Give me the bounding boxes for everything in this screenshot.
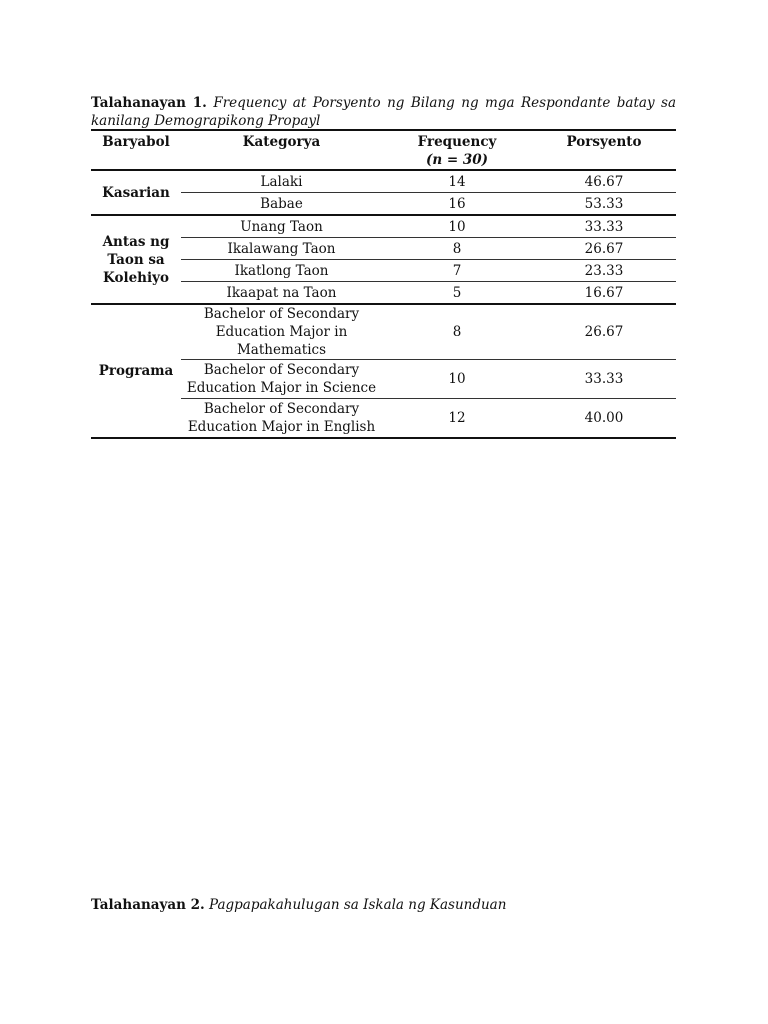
variable-cell-sex: Kasarian <box>91 170 181 215</box>
frequency-cell: 14 <box>382 170 532 193</box>
header-frequency <box>382 130 532 170</box>
category-cell: Bachelor of Secondary Education Major in English <box>181 399 382 439</box>
frequency-cell: 8 <box>382 238 532 260</box>
header-variable: Baryabol <box>91 130 181 170</box>
table1-caption-title: Frequency at Porsyento ng Bilang ng mga Respondante batay sa kanilang Demograpikong Propayl <box>91 95 676 129</box>
table-row <box>91 304 676 360</box>
variable-cell-program: Programa <box>91 304 181 438</box>
header-frequency-sub: (n = 30) <box>425 152 489 168</box>
table-row <box>91 215 676 238</box>
category-cell: Ikatlong Taon <box>181 260 382 282</box>
table2-caption-title: Pagpapakahulugan sa Iskala ng Kasunduan <box>209 897 507 913</box>
variable-cell-year-level: Antas ng Taon sa Kolehiyo <box>91 215 181 304</box>
frequency-cell: 8 <box>382 304 532 360</box>
category-cell: Bachelor of Secondary Education Major in Science <box>181 360 382 399</box>
table2-caption-label: Talahanayan 2. <box>91 897 205 913</box>
frequency-cell: 10 <box>382 215 532 238</box>
frequency-cell: 10 <box>382 360 532 399</box>
percent-cell: 33.33 <box>532 215 676 238</box>
category-cell: Ikalawang Taon <box>181 238 382 260</box>
table1-caption <box>91 94 676 130</box>
category-cell: Ikaapat na Taon <box>181 282 382 305</box>
frequency-cell: 7 <box>382 260 532 282</box>
table1-caption-label: Talahanayan 1. <box>91 95 207 111</box>
percent-cell: 46.67 <box>532 170 676 193</box>
header-category: Kategorya <box>181 130 382 170</box>
frequency-cell: 12 <box>382 399 532 439</box>
percent-cell: 16.67 <box>532 282 676 305</box>
header-frequency-label: Frequency <box>417 134 497 150</box>
percent-cell: 26.67 <box>532 304 676 360</box>
table-row <box>91 170 676 193</box>
percent-cell: 23.33 <box>532 260 676 282</box>
demographic-table <box>91 129 676 439</box>
percent-cell: 53.33 <box>532 193 676 216</box>
percent-cell: 40.00 <box>532 399 676 439</box>
percent-cell: 33.33 <box>532 360 676 399</box>
table2-caption <box>91 896 676 914</box>
category-cell: Babae <box>181 193 382 216</box>
table-header-row <box>91 130 676 170</box>
frequency-cell: 16 <box>382 193 532 216</box>
frequency-cell: 5 <box>382 282 532 305</box>
header-percent: Porsyento <box>532 130 676 170</box>
category-cell: Lalaki <box>181 170 382 193</box>
category-cell: Bachelor of Secondary Education Major in Mathematics <box>181 304 382 360</box>
category-cell: Unang Taon <box>181 215 382 238</box>
percent-cell: 26.67 <box>532 238 676 260</box>
